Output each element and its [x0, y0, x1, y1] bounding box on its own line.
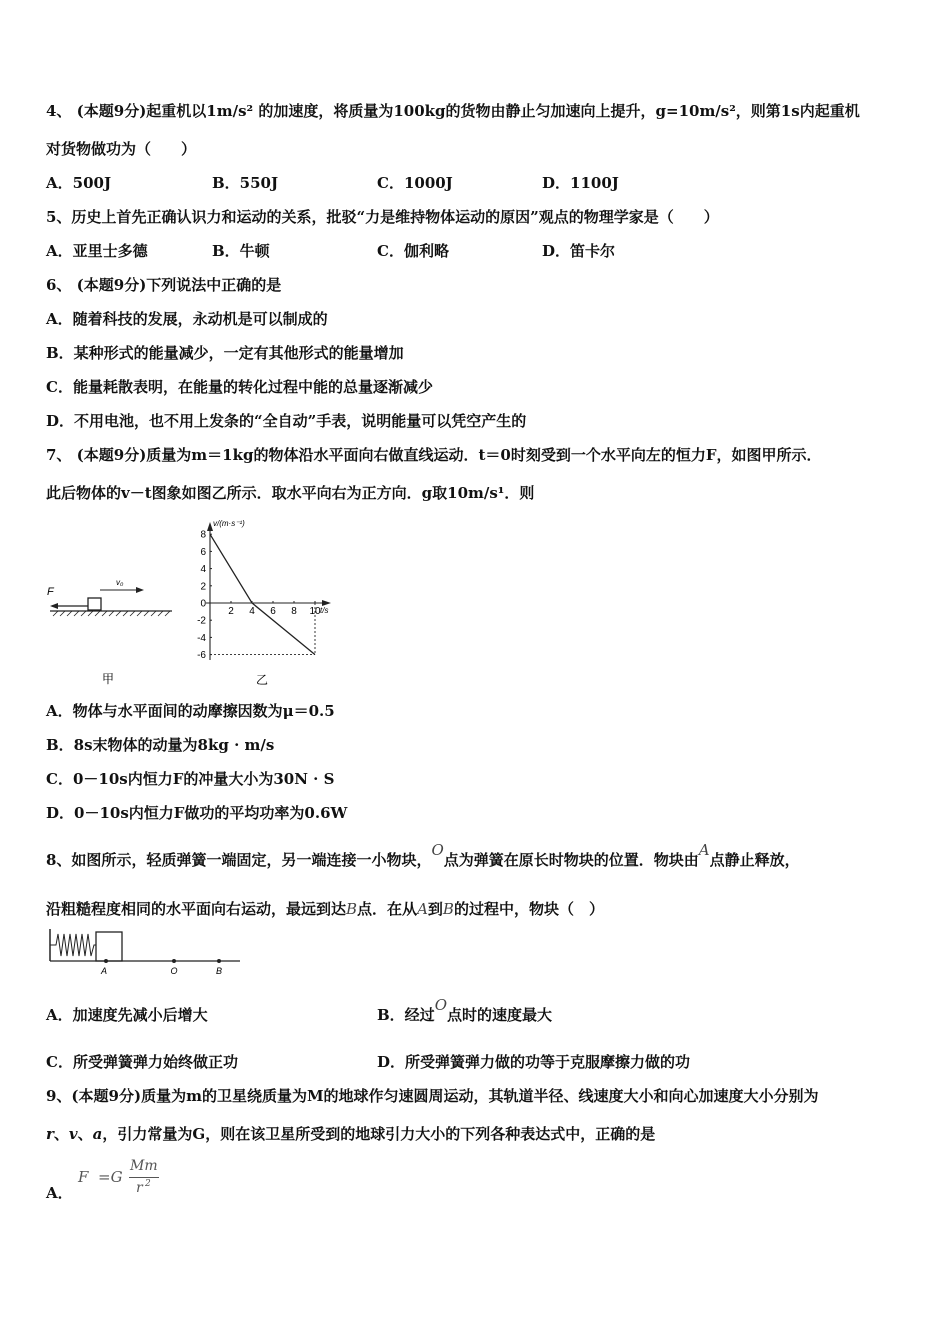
formula-lhs: F	[78, 1168, 89, 1186]
q6-option-d: D．不用电池，也不用上发条的“全自动”手表，说明能量可以凭空产生的	[46, 412, 527, 430]
q8-line2	[46, 899, 604, 919]
y-tick-label: 6	[200, 546, 206, 558]
fraction-bar	[129, 1177, 159, 1178]
velocity-arrowhead	[136, 587, 144, 593]
y-tick-label: -2	[197, 615, 206, 627]
force-arrowhead	[50, 603, 58, 609]
q5-option-c: C．伽利略	[377, 242, 449, 260]
q8-l1-a: 8、如图所示，轻质弹簧一端固定，另一端连接一小物块，	[46, 851, 432, 869]
q4-option-a: A．500J	[46, 174, 112, 192]
q5-option-b: B．牛顿	[212, 242, 270, 260]
y-tick-label: 8	[200, 529, 206, 541]
q8-opt-b-a: B．经过	[377, 1006, 435, 1024]
q4-option-d: D．1100J	[542, 174, 619, 192]
vt-series-line	[210, 534, 315, 654]
q8-l2-a: 沿粗糙程度相同的水平面向右运动，最远到达	[46, 900, 347, 918]
q8-l2-d: 的过程中，物块（ ）	[453, 900, 604, 918]
q9-l2-rest: ，引力常量为G，则在该卫星所受到的地球引力大小的下列各种表达式中，正确的是	[102, 1125, 656, 1143]
vt-chart	[190, 508, 350, 693]
point-b	[217, 959, 221, 963]
x-tick-label: 8	[291, 606, 297, 617]
q8-option-a: A．加速度先减小后增大	[46, 1006, 208, 1024]
y-tick-label: -4	[197, 632, 206, 644]
q9-sep2: 、	[77, 1125, 93, 1143]
formula-eq: =G	[98, 1168, 123, 1186]
formula-denominator: r	[136, 1180, 143, 1196]
x-tick-label: 6	[270, 606, 276, 617]
q6-stem: 6、 (本题9分)下列说法中正确的是	[46, 276, 282, 294]
x-tick-label: 10	[309, 606, 321, 617]
q9-line1: 9、(本题9分)质量为m的卫星绕质量为M的地球作匀速圆周运动，其轨道半径、线速度大小和向心加速度大小分别为	[46, 1087, 819, 1105]
q8-option-b	[377, 996, 553, 1025]
caption-jia: 甲	[101, 672, 115, 686]
block	[88, 598, 101, 610]
q9-option-a-label: A．	[46, 1184, 73, 1202]
block-q8	[96, 932, 122, 961]
q7-option-d: D．0－10s内恒力F做功的平均功率为0.6W	[46, 804, 348, 822]
q8-l1-c: 点静止释放，	[709, 851, 800, 869]
q6-option-a: A．随着科技的发展，永动机是可以制成的	[46, 310, 328, 328]
q7-option-b: B．8s末物体的动量为8kg · m/s	[46, 736, 275, 754]
q8-symbol-a: A	[698, 841, 710, 859]
q9-a: a	[92, 1125, 103, 1143]
spring	[50, 934, 96, 956]
q8-symbol-a2: A	[417, 900, 428, 918]
q9-line2	[46, 1124, 655, 1144]
spring-figure	[44, 925, 249, 977]
force-label: F	[47, 586, 54, 598]
caption-yi: 乙	[255, 673, 269, 687]
q5-option-d: D．笛卡尔	[542, 242, 616, 260]
q7-line2: 此后物体的v－t图象如图乙所示．取水平向右为正方向．g取10m/s¹．则	[46, 484, 535, 502]
q9-sep1: 、	[53, 1125, 69, 1143]
q7-line1: 7、 (本题9分)质量为m＝1kg的物体沿水平面向右做直线运动．t＝0时刻受到一个水平向左的恒力F，如图甲所示．	[46, 446, 822, 464]
q5-option-a: A．亚里士多德	[46, 242, 148, 260]
q8-line1	[46, 841, 800, 870]
q6-option-c: C．能量耗散表明，在能量的转化过程中能的总量逐渐减少	[46, 378, 433, 396]
q8-opt-b-symbol-o: O	[434, 996, 447, 1014]
q8-symbol-b2: B	[442, 900, 454, 918]
y-tick-label: 2	[200, 581, 206, 593]
velocity-label: v₀	[116, 578, 124, 587]
point-a	[104, 959, 108, 963]
y-axis-label: v/(m·s⁻¹)	[213, 519, 245, 528]
q4-option-c: C．1000J	[377, 174, 453, 192]
q9-formula	[78, 1158, 168, 1202]
ground-hatch	[53, 611, 170, 616]
q8-l2-b: 点．在从	[357, 900, 418, 918]
label-a: A	[100, 966, 108, 976]
y-tick-label: 0	[200, 598, 206, 610]
q7-option-a: A．物体与水平面间的动摩擦因数为μ＝0.5	[46, 702, 335, 720]
q4-option-b: B．550J	[212, 174, 279, 192]
formula-numerator: Mm	[130, 1158, 158, 1174]
x-tick-label: 4	[249, 606, 255, 617]
q8-l2-c: 到	[427, 900, 443, 918]
formula-exponent: 2	[145, 1179, 151, 1189]
y-tick-label: 4	[200, 564, 206, 576]
q9-r: r	[46, 1125, 54, 1143]
q8-opt-b-b: 点时的速度最大	[447, 1006, 553, 1024]
q8-symbol-o: O	[431, 841, 444, 859]
q8-symbol-b: B	[346, 900, 358, 918]
q9-v: v	[68, 1125, 78, 1143]
q8-option-d: D．所受弹簧弹力做的功等于克服摩擦力做的功	[377, 1053, 691, 1071]
y-tick-label: -6	[197, 650, 206, 662]
point-o	[172, 959, 176, 963]
figure-jia	[44, 570, 184, 690]
q5-stem: 5、历史上首先正确认识力和运动的关系，批驳“力是维持物体运动的原因”观点的物理学家是（ ）	[46, 208, 719, 226]
q6-option-b: B．某种形式的能量减少，一定有其他形式的能量增加	[46, 344, 404, 362]
label-o: O	[170, 966, 178, 976]
x-axis-label: t/s	[320, 606, 329, 615]
x-tick-label: 2	[228, 606, 234, 617]
q7-option-c: C．0－10s内恒力F的冲量大小为30N · S	[46, 770, 335, 788]
q4-line1: 4、 (本题9分)起重机以1m/s² 的加速度，将质量为100kg的货物由静止匀加速向上提升，g=10m/s²，则第1s内起重机	[46, 102, 860, 120]
q8-option-c: C．所受弹簧弹力始终做正功	[46, 1053, 238, 1071]
q4-line2: 对货物做功为（ ）	[46, 140, 197, 158]
q8-l1-b: 点为弹簧在原长时物块的位置．物块由	[443, 851, 699, 869]
label-b: B	[215, 966, 223, 976]
